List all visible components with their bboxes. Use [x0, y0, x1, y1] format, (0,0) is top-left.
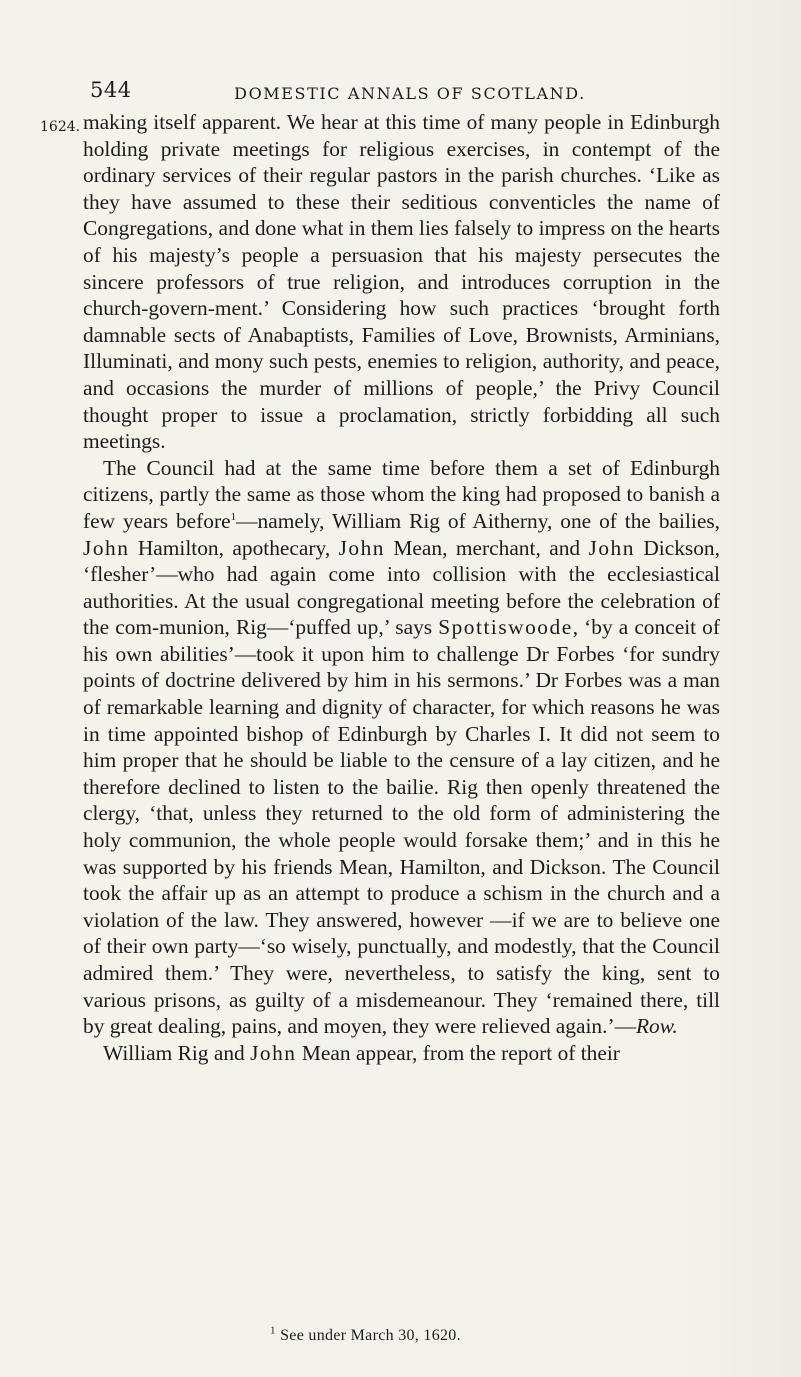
paragraph-1: making itself apparent. We hear at this time of many people in Edinburgh holding private meetings for religious exercises, in contempt of the ordinary services of their regular pastors in the parish churches. ‘Like as they have assumed to these their seditious conventicles the name of Congregations, and done what in them lies falsely to impress on the hearts of his majesty’s people a persuasion that his majesty persecutes the sincere professors of true religion, and introduces corruption in the church-govern-ment.’ Considering how such practices ‘brought forth damnable sects of Anabaptists, Families of Love, Brownists, Arminians, Illuminati, and mony such pests, enemies to religion, authority, and peace, and occasions the murder of millions of people,’ the Privy Council thought proper to issue a proclamation, strictly forbidding all such meetings. [83, 110, 720, 454]
page-number: 544 [90, 78, 132, 102]
footnote [270, 1324, 461, 1345]
footnote-text: See under March 30, 1620. [275, 1327, 461, 1344]
source-citation: Row. [635, 1014, 678, 1039]
running-title: DOMESTIC ANNALS OF SCOTLAND. [234, 84, 586, 103]
footnote-ref: 1 [230, 510, 237, 523]
footnote-marker: 1 [270, 1324, 276, 1337]
paragraph-2: The Council had at the same time before them a set of Edinburgh citizens, partly the same as those whom the king had proposed to banish a few years before$^1$—namely, William Rig of Aitherny, one of the bailies, John Hamilton, apothecary, John Mean, merchant, and John Dickson, ‘flesher’—who had again come into collision with the ecclesiastical authorities. At the usual congregational meeting before the celebration of the com-munion, Rig—‘puffed up,’ says Spottiswoode, ‘by a conceit of his own abilities’—took it upon him to challenge Dr Forbes ‘for sundry points of doctrine delivered by him in his sermons.’ Dr Forbes was a man of remarkable learning and dignity of character, for which reasons he was in time appointed bishop of Edinburgh by Charles I. It did not seem to him proper that he should be liable to the censure of a lay citizen, and he therefore declined to listen to the bailie. Rig then openly threatened the clergy, ‘that, unless they returned to the old form of administering the holy communion, the whole people would forsake them;’ and in this he was supported by his friends Mean, Hamilton, and Dickson. The Council took the affair up as an attempt to produce a schism in the church and a violation of the law. They answered, however —if we are to believe one of their own party—‘so wisely, punctually, and modestly, that the Council admired them.’ They were, nevertheless, to satisfy the king, sent to various prisons, as guilty of a misdemeanour. They ‘remained there, till by great dealing, pains, and moyen, they were relieved again.’—Row. [83, 455, 720, 1039]
running-head [90, 78, 710, 108]
body-text [83, 109, 720, 1066]
paragraph-3: William Rig and John Mean appear, from the report of their [103, 1040, 620, 1065]
margin-year: 1624. [40, 119, 81, 135]
